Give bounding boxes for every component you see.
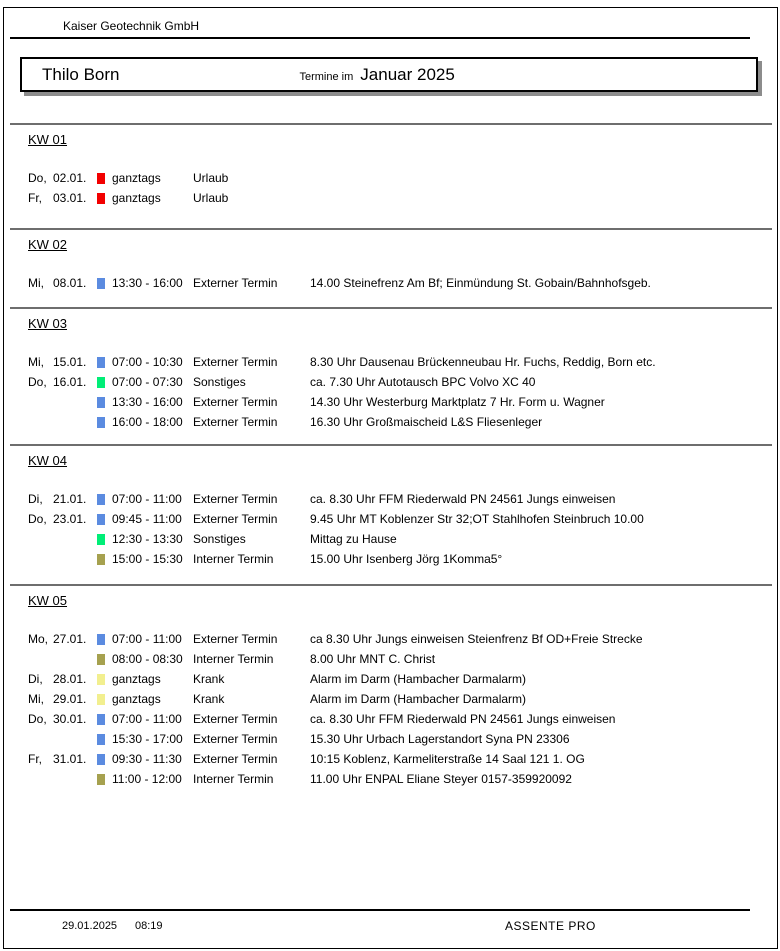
time-range: 07:00 - 11:00	[112, 712, 182, 726]
print-time: 08:19	[135, 920, 163, 932]
appointment-row	[10, 729, 772, 749]
appointment-rows	[10, 309, 772, 432]
category-color-swatch	[97, 514, 105, 525]
report-title-prefix: Termine im	[299, 71, 354, 83]
week-label: KW 04	[28, 453, 68, 468]
appointment-type: Sonstiges	[193, 532, 246, 546]
date-value: 27.01.	[53, 632, 87, 646]
category-color-swatch	[97, 534, 105, 545]
day-abbrev: Do,	[28, 171, 47, 185]
day-abbrev: Mi,	[28, 276, 44, 290]
time-range: 09:45 - 11:00	[112, 512, 182, 526]
week-section	[10, 444, 772, 569]
appointment-type: Sonstiges	[193, 375, 246, 389]
appointment-description: Alarm im Darm (Hambacher Darmalarm)	[310, 672, 527, 686]
appointment-description: Alarm im Darm (Hambacher Darmalarm)	[310, 692, 527, 706]
appointment-type: Externer Termin	[193, 415, 278, 429]
appointment-row	[10, 168, 772, 188]
week-section	[10, 123, 772, 208]
time-range: 13:30 - 16:00	[112, 276, 183, 290]
appointment-type: Externer Termin	[193, 355, 278, 369]
week-section	[10, 584, 772, 789]
category-color-swatch	[97, 634, 105, 645]
footer-divider	[10, 909, 750, 911]
category-color-swatch	[97, 674, 105, 685]
category-color-swatch	[97, 377, 105, 388]
appointment-row	[10, 749, 772, 769]
time-range: 15:30 - 17:00	[112, 732, 183, 746]
date-value: 29.01.	[53, 692, 87, 706]
header-divider	[10, 37, 750, 39]
week-label: KW 02	[28, 237, 68, 252]
appointment-description: 14.00 Steinefrenz Am Bf; Einmündung St. Gobain/Bahnhofsgeb.	[310, 276, 651, 290]
day-abbrev: Do,	[28, 512, 47, 526]
week-label: KW 05	[28, 593, 68, 608]
category-color-swatch	[97, 754, 105, 765]
time-range: 07:00 - 11:00	[112, 632, 182, 646]
company-name: Kaiser Geotechnik GmbH	[63, 19, 200, 33]
appointment-type: Externer Termin	[193, 492, 278, 506]
appointment-type: Externer Termin	[193, 512, 278, 526]
appointment-description: 8.00 Uhr MNT C. Christ	[310, 652, 436, 666]
appointment-type: Urlaub	[193, 171, 229, 185]
appointment-row	[10, 769, 772, 789]
appointment-row	[10, 188, 772, 208]
appointment-description: ca. 8.30 Uhr FFM Riederwald PN 24561 Jungs einweisen	[310, 492, 616, 506]
day-abbrev: Do,	[28, 712, 47, 726]
date-value: 02.01.	[53, 171, 87, 185]
time-range: ganztags	[112, 171, 161, 185]
date-value: 08.01.	[53, 276, 87, 290]
day-abbrev: Di,	[28, 672, 43, 686]
appointment-row	[10, 629, 772, 649]
person-name: Thilo Born	[42, 65, 120, 84]
time-range: ganztags	[112, 672, 161, 686]
appointment-row	[10, 669, 772, 689]
appointment-type: Krank	[193, 672, 225, 686]
category-color-swatch	[97, 397, 105, 408]
title-box	[20, 57, 758, 92]
day-abbrev: Mo,	[28, 632, 49, 646]
category-color-swatch	[97, 654, 105, 665]
time-range: 09:30 - 11:30	[112, 752, 182, 766]
appointment-row	[10, 489, 772, 509]
time-range: 07:00 - 10:30	[112, 355, 183, 369]
week-label: KW 03	[28, 316, 68, 331]
appointment-type: Externer Termin	[193, 276, 278, 290]
date-value: 28.01.	[53, 672, 87, 686]
time-range: 11:00 - 12:00	[112, 772, 182, 786]
appointment-description: 10:15 Koblenz, Karmeliterstraße 14 Saal 121 1. OG	[310, 752, 585, 766]
appointment-description: 15.00 Uhr Isenberg Jörg 1Komma5°	[310, 552, 503, 566]
week-section	[10, 228, 772, 293]
category-color-swatch	[97, 278, 105, 289]
appointment-type: Externer Termin	[193, 632, 278, 646]
appointment-row	[10, 649, 772, 669]
appointment-description: 15.30 Uhr Urbach Lagerstandort Syna PN 23306	[310, 732, 570, 746]
appointment-rows	[10, 125, 772, 208]
category-color-swatch	[97, 193, 105, 204]
category-color-swatch	[97, 494, 105, 505]
appointment-row	[10, 372, 772, 392]
date-value: 31.01.	[53, 752, 87, 766]
time-range: 07:00 - 07:30	[112, 375, 183, 389]
appointment-rows	[10, 230, 772, 293]
appointment-row	[10, 352, 772, 372]
appointment-row	[10, 689, 772, 709]
appointment-type: Interner Termin	[193, 772, 274, 786]
appointment-description: ca. 8.30 Uhr FFM Riederwald PN 24561 Jungs einweisen	[310, 712, 616, 726]
appointment-description: ca 8.30 Uhr Jungs einweisen Steienfrenz Bf OD+Freie Strecke	[310, 632, 643, 646]
appointment-row	[10, 529, 772, 549]
category-color-swatch	[97, 774, 105, 785]
appointment-rows	[10, 586, 772, 789]
category-color-swatch	[97, 357, 105, 368]
day-abbrev: Mi,	[28, 692, 44, 706]
time-range: 12:30 - 13:30	[112, 532, 183, 546]
date-value: 16.01.	[53, 375, 87, 389]
day-abbrev: Fr,	[28, 752, 42, 766]
category-color-swatch	[97, 714, 105, 725]
appointment-row	[10, 709, 772, 729]
report-title-month: Januar 2025	[360, 65, 455, 84]
appointment-description: 11.00 Uhr ENPAL Eliane Steyer 0157-359920092	[310, 772, 572, 786]
day-abbrev: Mi,	[28, 355, 44, 369]
time-range: 08:00 - 08:30	[112, 652, 183, 666]
appointment-type: Interner Termin	[193, 552, 274, 566]
appointment-description: 14.30 Uhr Westerburg Marktplatz 7 Hr. Form u. Wagner	[310, 395, 605, 409]
day-abbrev: Fr,	[28, 191, 42, 205]
week-label: KW 01	[28, 132, 68, 147]
appointment-type: Urlaub	[193, 191, 229, 205]
day-abbrev: Di,	[28, 492, 43, 506]
appointment-row	[10, 273, 772, 293]
appointment-row	[10, 392, 772, 412]
appointment-description: ca. 7.30 Uhr Autotausch BPC Volvo XC 40	[310, 375, 536, 389]
appointment-type: Krank	[193, 692, 225, 706]
time-range: ganztags	[112, 692, 161, 706]
category-color-swatch	[97, 173, 105, 184]
appointment-type: Externer Termin	[193, 712, 278, 726]
appointment-description: 8.30 Uhr Dausenau Brückenneubau Hr. Fuchs, Reddig, Born etc.	[310, 355, 656, 369]
day-abbrev: Do,	[28, 375, 47, 389]
category-color-swatch	[97, 694, 105, 705]
time-range: 13:30 - 16:00	[112, 395, 183, 409]
date-value: 23.01.	[53, 512, 87, 526]
date-value: 21.01.	[53, 492, 87, 506]
appointment-row	[10, 412, 772, 432]
appointment-type: Externer Termin	[193, 752, 278, 766]
time-range: 07:00 - 11:00	[112, 492, 182, 506]
appointment-type: Externer Termin	[193, 732, 278, 746]
appointment-type: Externer Termin	[193, 395, 278, 409]
week-section	[10, 307, 772, 432]
date-value: 03.01.	[53, 191, 87, 205]
category-color-swatch	[97, 734, 105, 745]
print-date: 29.01.2025	[62, 920, 118, 932]
date-value: 30.01.	[53, 712, 87, 726]
appointment-description: 9.45 Uhr MT Koblenzer Str 32;OT Stahlhofen Steinbruch 10.00	[310, 512, 644, 526]
appointment-description: 16.30 Uhr Großmaischeid L&S Fliesenleger	[310, 415, 543, 429]
time-range: ganztags	[112, 191, 161, 205]
application-name: ASSENTE PRO	[505, 919, 596, 933]
appointment-rows	[10, 446, 772, 569]
appointment-type: Interner Termin	[193, 652, 274, 666]
appointment-row	[10, 549, 772, 569]
appointment-row	[10, 509, 772, 529]
time-range: 16:00 - 18:00	[112, 415, 183, 429]
category-color-swatch	[97, 417, 105, 428]
time-range: 15:00 - 15:30	[112, 552, 183, 566]
appointment-description: Mittag zu Hause	[310, 532, 397, 546]
category-color-swatch	[97, 554, 105, 565]
date-value: 15.01.	[53, 355, 87, 369]
